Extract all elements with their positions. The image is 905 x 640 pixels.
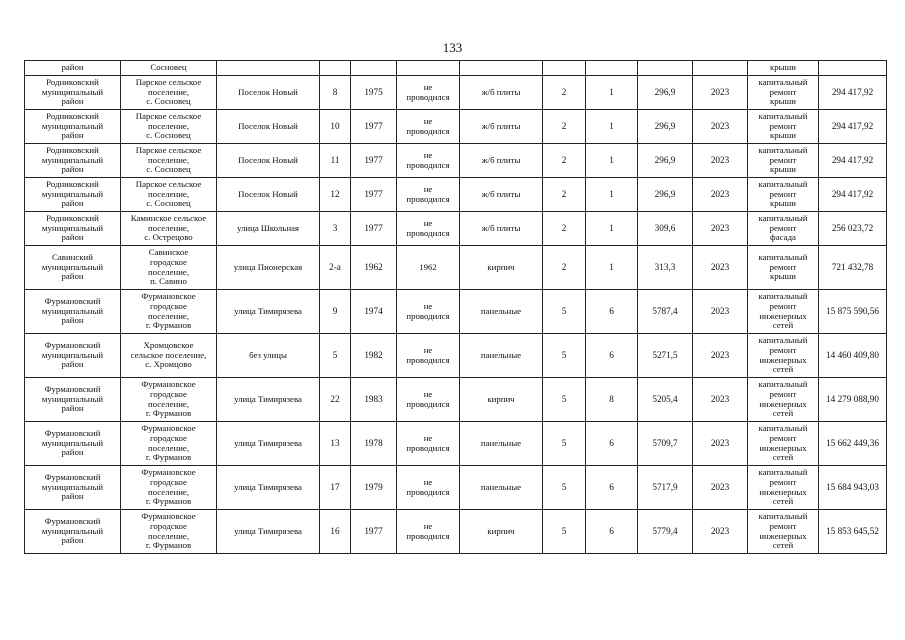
year-built-cell: 1977 <box>351 212 397 246</box>
wall-material-cell: ж/б плиты <box>460 110 543 144</box>
house-number-cell: 9 <box>320 290 351 334</box>
year-built-cell: 1977 <box>351 144 397 178</box>
last-repair-cell: не проводился <box>397 76 460 110</box>
last-repair-cell: не проводился <box>397 178 460 212</box>
entrances-cell: 1 <box>586 144 638 178</box>
street-cell: Поселок Новый <box>217 178 320 212</box>
street-cell <box>217 61 320 76</box>
table-row <box>25 144 887 178</box>
district-cell: район <box>25 61 121 76</box>
last-repair-cell: не проводился <box>397 422 460 466</box>
street-cell: Поселок Новый <box>217 76 320 110</box>
district-cell: Родниковский муниципальный район <box>25 76 121 110</box>
area-cell: 296,9 <box>638 178 693 212</box>
district-cell: Фурмановский муниципальный район <box>25 334 121 378</box>
plan-year-cell: 2023 <box>693 422 748 466</box>
plan-year-cell: 2023 <box>693 246 748 290</box>
entrances-cell: 1 <box>586 212 638 246</box>
page-number: 133 <box>442 40 463 55</box>
entrances-cell: 6 <box>586 290 638 334</box>
settlement-cell: Фурмановское городское поселение, г. Фурманов <box>121 466 217 510</box>
floors-cell: 5 <box>543 510 586 554</box>
year-built-cell: 1977 <box>351 178 397 212</box>
floors-cell: 5 <box>543 290 586 334</box>
last-repair-cell <box>397 61 460 76</box>
table-row <box>25 76 887 110</box>
settlement-cell: Парское сельское поселение, с. Сосновец <box>121 76 217 110</box>
area-cell: 296,9 <box>638 110 693 144</box>
plan-year-cell: 2023 <box>693 76 748 110</box>
wall-material-cell: кирпич <box>460 510 543 554</box>
table-row <box>25 334 887 378</box>
work-type-cell: капитальный ремонт крыши <box>748 76 819 110</box>
work-type-cell: капитальный ремонт инженерных сетей <box>748 334 819 378</box>
last-repair-cell: не проводился <box>397 510 460 554</box>
entrances-cell: 6 <box>586 466 638 510</box>
street-cell: улица Тимирязева <box>217 378 320 422</box>
settlement-cell: Каминское сельское поселение, с. Острецово <box>121 212 217 246</box>
year-built-cell: 1978 <box>351 422 397 466</box>
cost-cell: 294 417,92 <box>819 178 887 212</box>
settlement-cell: Парское сельское поселение, с. Сосновец <box>121 178 217 212</box>
wall-material-cell: ж/б плиты <box>460 212 543 246</box>
wall-material-cell: панельные <box>460 466 543 510</box>
table-row <box>25 422 887 466</box>
plan-year-cell: 2023 <box>693 110 748 144</box>
table-row <box>25 178 887 212</box>
wall-material-cell: ж/б плиты <box>460 144 543 178</box>
house-number-cell: 11 <box>320 144 351 178</box>
plan-year-cell <box>693 61 748 76</box>
area-cell: 309,6 <box>638 212 693 246</box>
area-cell: 313,3 <box>638 246 693 290</box>
table-row <box>25 466 887 510</box>
year-built-cell: 1983 <box>351 378 397 422</box>
area-cell: 5205,4 <box>638 378 693 422</box>
work-type-cell: капитальный ремонт крыши <box>748 110 819 144</box>
district-cell: Фурмановский муниципальный район <box>25 510 121 554</box>
cost-cell: 721 432,78 <box>819 246 887 290</box>
table-row <box>25 290 887 334</box>
floors-cell: 5 <box>543 466 586 510</box>
house-number-cell: 16 <box>320 510 351 554</box>
settlement-cell: Фурмановское городское поселение, г. Фурманов <box>121 378 217 422</box>
work-type-cell: капитальный ремонт инженерных сетей <box>748 466 819 510</box>
entrances-cell: 1 <box>586 178 638 212</box>
last-repair-cell: не проводился <box>397 334 460 378</box>
district-cell: Родниковский муниципальный район <box>25 144 121 178</box>
house-number-cell: 22 <box>320 378 351 422</box>
floors-cell: 2 <box>543 178 586 212</box>
entrances-cell <box>586 61 638 76</box>
district-cell: Родниковский муниципальный район <box>25 178 121 212</box>
table-row <box>25 212 887 246</box>
street-cell: улица Тимирязева <box>217 466 320 510</box>
plan-year-cell: 2023 <box>693 378 748 422</box>
street-cell: улица Тимирязева <box>217 422 320 466</box>
wall-material-cell: кирпич <box>460 246 543 290</box>
wall-material-cell: ж/б плиты <box>460 178 543 212</box>
floors-cell: 5 <box>543 334 586 378</box>
settlement-cell: Савинское городское поселение, п. Савино <box>121 246 217 290</box>
district-cell: Родниковский муниципальный район <box>25 110 121 144</box>
cost-cell: 294 417,92 <box>819 144 887 178</box>
district-cell: Фурмановский муниципальный район <box>25 466 121 510</box>
street-cell: Поселок Новый <box>217 110 320 144</box>
area-cell: 5787,4 <box>638 290 693 334</box>
table-row <box>25 246 887 290</box>
wall-material-cell: ж/б плиты <box>460 76 543 110</box>
wall-material-cell: панельные <box>460 334 543 378</box>
district-cell: Родниковский муниципальный район <box>25 212 121 246</box>
work-type-cell: капитальный ремонт фасада <box>748 212 819 246</box>
cost-cell <box>819 61 887 76</box>
house-number-cell: 2-а <box>320 246 351 290</box>
district-cell: Савинский муниципальный район <box>25 246 121 290</box>
plan-year-cell: 2023 <box>693 212 748 246</box>
cost-cell: 15 875 590,56 <box>819 290 887 334</box>
plan-year-cell: 2023 <box>693 290 748 334</box>
cost-cell: 15 662 449,36 <box>819 422 887 466</box>
area-cell <box>638 61 693 76</box>
district-cell: Фурмановский муниципальный район <box>25 378 121 422</box>
floors-cell: 2 <box>543 76 586 110</box>
table-row <box>25 510 887 554</box>
floors-cell <box>543 61 586 76</box>
area-cell: 5717,9 <box>638 466 693 510</box>
area-cell: 5271,5 <box>638 334 693 378</box>
cost-cell: 14 460 409,80 <box>819 334 887 378</box>
settlement-cell: Парское сельское поселение, с. Сосновец <box>121 110 217 144</box>
last-repair-cell: не проводился <box>397 144 460 178</box>
table-row <box>25 110 887 144</box>
settlement-cell: Парское сельское поселение, с. Сосновец <box>121 144 217 178</box>
work-type-cell: капитальный ремонт крыши <box>748 246 819 290</box>
floors-cell: 2 <box>543 110 586 144</box>
table-row <box>25 61 887 76</box>
last-repair-cell: не проводился <box>397 212 460 246</box>
cost-cell: 256 023,72 <box>819 212 887 246</box>
year-built-cell: 1977 <box>351 510 397 554</box>
year-built-cell: 1962 <box>351 246 397 290</box>
cost-cell: 294 417,92 <box>819 110 887 144</box>
plan-year-cell: 2023 <box>693 334 748 378</box>
entrances-cell: 1 <box>586 76 638 110</box>
settlement-cell: Хромцовское сельское поселение, с. Хромцово <box>121 334 217 378</box>
street-cell: Поселок Новый <box>217 144 320 178</box>
work-type-cell: капитальный ремонт крыши <box>748 178 819 212</box>
last-repair-cell: 1962 <box>397 246 460 290</box>
house-number-cell: 3 <box>320 212 351 246</box>
plan-year-cell: 2023 <box>693 178 748 212</box>
house-number-cell: 12 <box>320 178 351 212</box>
area-cell: 5709,7 <box>638 422 693 466</box>
work-type-cell: капитальный ремонт инженерных сетей <box>748 378 819 422</box>
house-number-cell: 8 <box>320 76 351 110</box>
last-repair-cell: не проводился <box>397 290 460 334</box>
floors-cell: 5 <box>543 378 586 422</box>
street-cell: улица Тимирязева <box>217 290 320 334</box>
cost-cell: 15 853 645,52 <box>819 510 887 554</box>
settlement-cell: Сосновец <box>121 61 217 76</box>
last-repair-cell: не проводился <box>397 110 460 144</box>
street-cell: улица Тимирязева <box>217 510 320 554</box>
year-built-cell: 1979 <box>351 466 397 510</box>
cost-cell: 15 684 943,03 <box>819 466 887 510</box>
floors-cell: 5 <box>543 422 586 466</box>
house-number-cell: 5 <box>320 334 351 378</box>
wall-material-cell: панельные <box>460 290 543 334</box>
settlement-cell: Фурмановское городское поселение, г. Фурманов <box>121 290 217 334</box>
plan-year-cell: 2023 <box>693 466 748 510</box>
entrances-cell: 8 <box>586 378 638 422</box>
area-cell: 5779,4 <box>638 510 693 554</box>
wall-material-cell: кирпич <box>460 378 543 422</box>
floors-cell: 2 <box>543 212 586 246</box>
district-cell: Фурмановский муниципальный район <box>25 290 121 334</box>
street-cell: улица Пионерская <box>217 246 320 290</box>
floors-cell: 2 <box>543 246 586 290</box>
plan-year-cell: 2023 <box>693 144 748 178</box>
house-number-cell <box>320 61 351 76</box>
last-repair-cell: не проводился <box>397 378 460 422</box>
cost-cell: 14 279 088,90 <box>819 378 887 422</box>
settlement-cell: Фурмановское городское поселение, г. Фурманов <box>121 510 217 554</box>
cost-cell: 294 417,92 <box>819 76 887 110</box>
house-number-cell: 17 <box>320 466 351 510</box>
wall-material-cell: панельные <box>460 422 543 466</box>
table-row <box>25 378 887 422</box>
wall-material-cell <box>460 61 543 76</box>
year-built-cell: 1982 <box>351 334 397 378</box>
floors-cell: 2 <box>543 144 586 178</box>
settlement-cell: Фурмановское городское поселение, г. Фурманов <box>121 422 217 466</box>
district-cell: Фурмановский муниципальный район <box>25 422 121 466</box>
house-number-cell: 10 <box>320 110 351 144</box>
area-cell: 296,9 <box>638 144 693 178</box>
street-cell: без улицы <box>217 334 320 378</box>
housing-repair-table <box>24 60 887 554</box>
work-type-cell: капитальный ремонт крыши <box>748 144 819 178</box>
entrances-cell: 6 <box>586 334 638 378</box>
entrances-cell: 6 <box>586 422 638 466</box>
plan-year-cell: 2023 <box>693 510 748 554</box>
area-cell: 296,9 <box>638 76 693 110</box>
entrances-cell: 1 <box>586 110 638 144</box>
last-repair-cell: не проводился <box>397 466 460 510</box>
year-built-cell: 1975 <box>351 76 397 110</box>
work-type-cell: капитальный ремонт инженерных сетей <box>748 422 819 466</box>
house-number-cell: 13 <box>320 422 351 466</box>
work-type-cell: капитальный ремонт инженерных сетей <box>748 510 819 554</box>
entrances-cell: 6 <box>586 510 638 554</box>
work-type-cell: капитальный ремонт инженерных сетей <box>748 290 819 334</box>
entrances-cell: 1 <box>586 246 638 290</box>
year-built-cell: 1974 <box>351 290 397 334</box>
work-type-cell: крыши <box>748 61 819 76</box>
street-cell: улица Школьная <box>217 212 320 246</box>
year-built-cell <box>351 61 397 76</box>
year-built-cell: 1977 <box>351 110 397 144</box>
